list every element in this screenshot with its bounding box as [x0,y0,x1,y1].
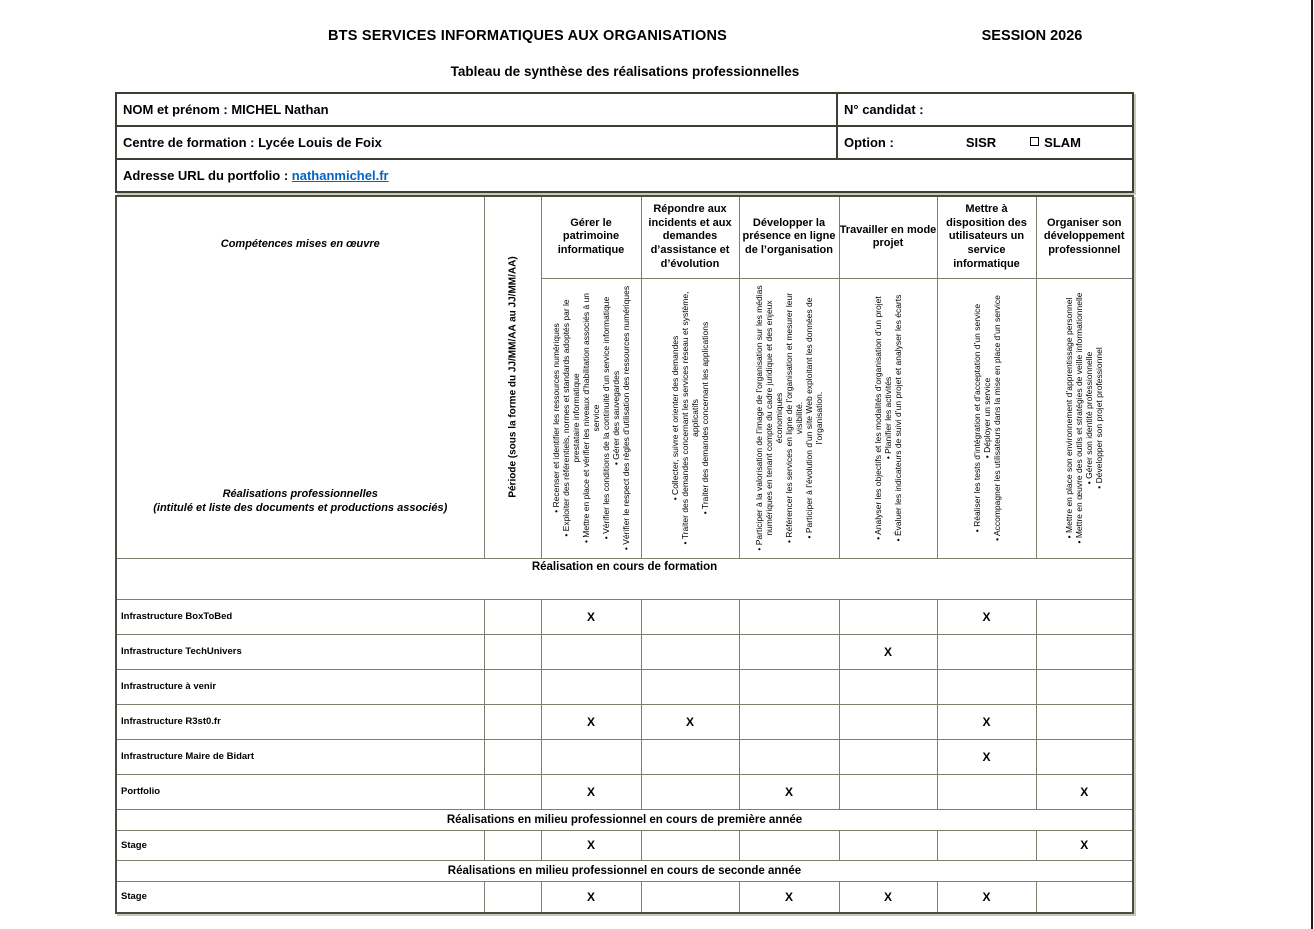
mark-cell [1036,634,1133,669]
mark-cell [541,739,641,774]
periode-cell [484,881,541,913]
candidate-number-label: N° candidat : [837,93,1133,126]
session-label: SESSION 2026 [981,28,1083,44]
synthesis-table [115,195,1134,914]
mark-cell [739,669,839,704]
row-label: Infrastructure TechUnivers [116,634,484,669]
mark-cell [641,739,739,774]
competency-title-1: Gérer le patrimoine informatique [541,196,641,278]
mark-cell: X [541,881,641,913]
candidate-name: NOM et prénom : MICHEL Nathan [116,93,837,126]
mark-cell: X [1036,774,1133,809]
page-right-edge [1311,0,1313,929]
option-slam-label: SLAM [1044,135,1082,150]
row-label: Stage [116,830,484,860]
mark-cell: X [541,704,641,739]
mark-cell: X [541,774,641,809]
realisation-row [116,704,1133,739]
mark-cell [739,704,839,739]
competency-bullets-1: • Recenser et identifier les ressources numériques • Exploiter des référentiels, normes et standards adoptés par le prestataire informatique • Mettre en place et vérifier les niveaux d’habilitation associés à un service • Vérifier les conditions de la continuité d’un service informatique • Gérer des sauvegardes • Vérifier le respect des règles d’utilisation des ressources numériques [541,278,641,558]
mark-cell: X [839,634,937,669]
realisations-header: Réalisations professionnelles (intitulé et liste des documents et productions associés) [153,487,448,514]
periode-cell [484,830,541,860]
mark-cell: X [739,881,839,913]
option-label: Option : [844,135,894,150]
mark-cell [839,599,937,634]
mark-cell [739,739,839,774]
mark-cell [641,634,739,669]
realisation-row [116,599,1133,634]
row-label: Infrastructure à venir [116,669,484,704]
row-label: Portfolio [116,774,484,809]
mark-cell: X [541,830,641,860]
option-sisr-label: SISR [965,135,997,150]
mark-cell: X [937,881,1036,913]
mark-cell [1036,669,1133,704]
document-title: BTS SERVICES INFORMATIQUES AUX ORGANISATIONS [328,28,727,44]
mark-cell: X [739,774,839,809]
mark-cell: X [839,881,937,913]
document-subtitle: Tableau de synthèse des réalisations professionnelles [450,64,800,79]
mark-cell [739,634,839,669]
mark-cell [839,669,937,704]
competency-title-3: Développer la présence en ligne de l’organisation [739,196,839,278]
mark-cell: X [641,704,739,739]
competency-title-5: Mettre à disposition des utilisateurs un service informatique [937,196,1036,278]
mark-cell [541,634,641,669]
competency-bullets-6: • Mettre en place son environnement d’apprentissage personnel • Mettre en œuvre des outils et stratégies de veille informationnelle • Gérer son identité professionnelle • Développer son projet professionnel [1036,278,1133,558]
competency-bullets-3: • Participer à la valorisation de l’image de l’organisation sur les médias numériques en tenant compte du cadre juridique et des enjeux économiques • Référencer les services en ligne de l’organisation et mesurer leur visibilité. • Participer à l’évolution d’un site Web exploitant les données de l’organisation. [739,278,839,558]
competency-bullets-2: • Collecter, suivre et orienter des demandes • Traiter des demandes concernant les services réseau et système, applicatifs • Traiter des demandes concernant les applications [641,278,739,558]
candidate-info-table [115,92,1134,193]
mark-cell [641,774,739,809]
realisation-row [116,634,1133,669]
section-seconde-annee: Réalisations en milieu professionnel en cours de seconde année [116,860,1133,881]
periode-cell [484,774,541,809]
periode-cell [484,669,541,704]
periode-cell [484,634,541,669]
competences-header: Compétences mises en œuvre [220,238,380,251]
mark-cell [1036,599,1133,634]
portfolio-url-label: Adresse URL du portfolio : [123,168,289,183]
competency-bullets-4: • Analyser les objectifs et les modalités d’organisation d’un projet • Planifier les activités • Évaluer les indicateurs de suivi d’un projet et analyser les écarts [839,278,937,558]
section-formation: Réalisation en cours de formation [116,558,1133,599]
mark-cell [937,669,1036,704]
mark-cell [937,830,1036,860]
portfolio-url-link[interactable]: nathanmichel.fr [291,168,389,183]
competency-title-4: Travailler en mode projet [839,196,937,278]
portfolio-row [116,159,1133,192]
mark-cell: X [541,599,641,634]
mark-cell [1036,704,1133,739]
realisation-row [116,739,1133,774]
corner-header-cell [116,196,484,558]
row-label: Infrastructure BoxToBed [116,599,484,634]
realisation-row [116,774,1133,809]
periode-cell [484,599,541,634]
row-label: Infrastructure R3st0.fr [116,704,484,739]
mark-cell [839,704,937,739]
mark-cell [839,739,937,774]
section-premiere-annee: Réalisations en milieu professionnel en cours de première année [116,809,1133,830]
training-center: Centre de formation : Lycée Louis de Foix [116,126,837,159]
option-cell [837,126,1133,159]
mark-cell: X [937,599,1036,634]
mark-cell [937,634,1036,669]
slam-checkbox[interactable] [1030,137,1039,146]
realisation-row [116,669,1133,704]
competency-bullets-5: • Réaliser les tests d’intégration et d’acceptation d’un service • Déployer un service • Accompagner les utilisateurs dans la mise en place d’un service [937,278,1036,558]
mark-cell [641,669,739,704]
mark-cell [739,830,839,860]
mark-cell: X [1036,830,1133,860]
mark-cell [641,881,739,913]
row-label: Stage [116,881,484,913]
mark-cell: X [937,704,1036,739]
mark-cell [541,669,641,704]
realisation-row [116,881,1133,913]
mark-cell [641,599,739,634]
mark-cell [739,599,839,634]
competency-title-6: Organiser son développement professionnel [1036,196,1133,278]
periode-cell [484,739,541,774]
realisation-row [116,830,1133,860]
mark-cell [839,830,937,860]
competency-title-2: Répondre aux incidents et aux demandes d’assistance et d’évolution [641,196,739,278]
mark-cell [937,774,1036,809]
mark-cell [641,830,739,860]
periode-header: Période (sous la forme du JJ/MM/AA au JJ/MM/AA) [484,196,541,558]
mark-cell [839,774,937,809]
mark-cell [1036,739,1133,774]
row-label: Infrastructure Maire de Bidart [116,739,484,774]
mark-cell [1036,881,1133,913]
periode-cell [484,704,541,739]
mark-cell: X [937,739,1036,774]
